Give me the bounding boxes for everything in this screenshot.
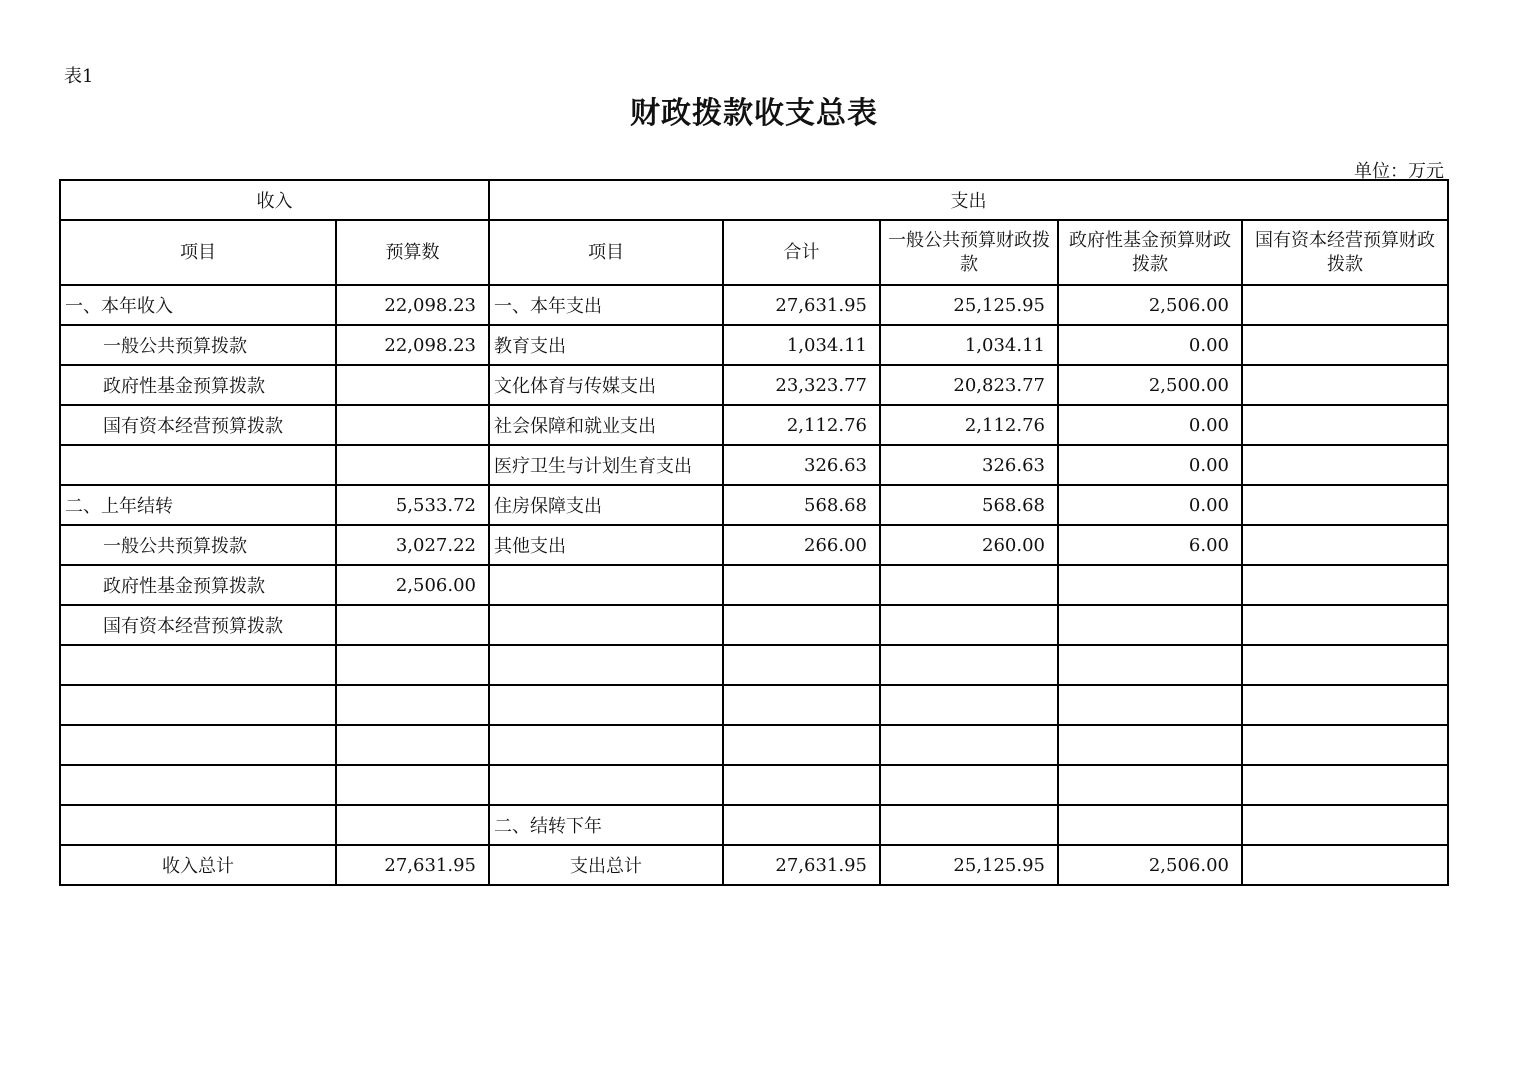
cell-state-capital	[1242, 445, 1448, 485]
income-header: 收入	[60, 180, 489, 220]
cell-income-item: 国有资本经营预算拨款	[60, 405, 336, 445]
cell-expense-item: 支出总计	[489, 845, 723, 885]
cell-expense-item	[489, 685, 723, 725]
cell-income-item: 政府性基金预算拨款	[60, 565, 336, 605]
cell-state-capital	[1242, 405, 1448, 445]
cell-general-budget	[880, 565, 1058, 605]
cell-general-budget	[880, 725, 1058, 765]
col-income-item: 项目	[60, 220, 336, 285]
cell-expense-total	[723, 565, 880, 605]
cell-expense-total: 266.00	[723, 525, 880, 565]
cell-general-budget: 20,823.77	[880, 365, 1058, 405]
cell-income-item: 二、上年结转	[60, 485, 336, 525]
cell-expense-total: 27,631.95	[723, 845, 880, 885]
cell-general-budget	[880, 805, 1058, 845]
table-number: 表1	[64, 66, 94, 87]
cell-expense-item: 医疗卫生与计划生育支出	[489, 445, 723, 485]
cell-expense-item: 一、本年支出	[489, 285, 723, 325]
cell-expense-total: 23,323.77	[723, 365, 880, 405]
cell-income-budget	[336, 645, 489, 685]
cell-income-budget: 27,631.95	[336, 845, 489, 885]
col-gov-fund: 政府性基金预算财政拨款	[1058, 220, 1242, 285]
table-row	[60, 685, 1448, 725]
cell-expense-item	[489, 725, 723, 765]
cell-gov-fund	[1058, 565, 1242, 605]
cell-general-budget: 25,125.95	[880, 285, 1058, 325]
cell-state-capital	[1242, 325, 1448, 365]
cell-state-capital	[1242, 365, 1448, 405]
cell-income-item: 一般公共预算拨款	[60, 525, 336, 565]
cell-general-budget: 25,125.95	[880, 845, 1058, 885]
cell-expense-item	[489, 765, 723, 805]
budget-table	[59, 179, 1449, 886]
unit-label: 单位：万元	[1354, 161, 1444, 182]
cell-state-capital	[1242, 485, 1448, 525]
cell-state-capital	[1242, 685, 1448, 725]
table-row	[60, 525, 1448, 565]
cell-expense-total: 326.63	[723, 445, 880, 485]
col-state-capital: 国有资本经营预算财政拨款	[1242, 220, 1448, 285]
cell-income-item: 一般公共预算拨款	[60, 325, 336, 365]
cell-income-budget	[336, 725, 489, 765]
cell-general-budget	[880, 645, 1058, 685]
cell-gov-fund: 0.00	[1058, 445, 1242, 485]
cell-state-capital	[1242, 845, 1448, 885]
cell-state-capital	[1242, 285, 1448, 325]
cell-state-capital	[1242, 765, 1448, 805]
cell-general-budget: 2,112.76	[880, 405, 1058, 445]
col-expense-total: 合计	[723, 220, 880, 285]
table-row	[60, 605, 1448, 645]
cell-expense-total	[723, 645, 880, 685]
cell-expense-item: 社会保障和就业支出	[489, 405, 723, 445]
col-expense-item: 项目	[489, 220, 723, 285]
table-row	[60, 405, 1448, 445]
cell-income-budget	[336, 445, 489, 485]
cell-state-capital	[1242, 565, 1448, 605]
cell-expense-total	[723, 805, 880, 845]
cell-income-item: 收入总计	[60, 845, 336, 885]
table-row	[60, 765, 1448, 805]
cell-income-budget: 5,533.72	[336, 485, 489, 525]
cell-expense-total: 1,034.11	[723, 325, 880, 365]
cell-income-budget: 22,098.23	[336, 285, 489, 325]
table-row	[60, 725, 1448, 765]
cell-gov-fund	[1058, 685, 1242, 725]
cell-gov-fund: 2,500.00	[1058, 365, 1242, 405]
cell-expense-total	[723, 765, 880, 805]
cell-gov-fund: 0.00	[1058, 325, 1242, 365]
cell-gov-fund: 0.00	[1058, 485, 1242, 525]
cell-state-capital	[1242, 805, 1448, 845]
cell-income-budget	[336, 365, 489, 405]
table-row	[60, 565, 1448, 605]
expense-header: 支出	[489, 180, 1448, 220]
cell-income-item	[60, 725, 336, 765]
cell-expense-item: 其他支出	[489, 525, 723, 565]
table-row	[60, 485, 1448, 525]
cell-income-item	[60, 765, 336, 805]
cell-general-budget: 260.00	[880, 525, 1058, 565]
cell-general-budget	[880, 685, 1058, 725]
cell-expense-total: 27,631.95	[723, 285, 880, 325]
cell-income-item: 国有资本经营预算拨款	[60, 605, 336, 645]
cell-income-budget: 3,027.22	[336, 525, 489, 565]
cell-expense-total: 568.68	[723, 485, 880, 525]
table-row	[60, 645, 1448, 685]
table-row	[60, 805, 1448, 845]
cell-expense-total: 2,112.76	[723, 405, 880, 445]
cell-state-capital	[1242, 525, 1448, 565]
cell-gov-fund	[1058, 645, 1242, 685]
cell-general-budget: 1,034.11	[880, 325, 1058, 365]
cell-expense-item: 二、结转下年	[489, 805, 723, 845]
cell-expense-total	[723, 605, 880, 645]
cell-expense-total	[723, 685, 880, 725]
cell-state-capital	[1242, 725, 1448, 765]
cell-expense-item: 文化体育与传媒支出	[489, 365, 723, 405]
table-row	[60, 365, 1448, 405]
cell-income-budget	[336, 405, 489, 445]
cell-gov-fund: 6.00	[1058, 525, 1242, 565]
cell-gov-fund	[1058, 725, 1242, 765]
cell-income-item	[60, 645, 336, 685]
cell-general-budget: 568.68	[880, 485, 1058, 525]
cell-general-budget: 326.63	[880, 445, 1058, 485]
cell-income-item	[60, 805, 336, 845]
cell-gov-fund	[1058, 605, 1242, 645]
cell-expense-item	[489, 605, 723, 645]
cell-income-budget: 22,098.23	[336, 325, 489, 365]
cell-expense-total	[723, 725, 880, 765]
cell-gov-fund	[1058, 765, 1242, 805]
table-row	[60, 445, 1448, 485]
cell-income-item: 政府性基金预算拨款	[60, 365, 336, 405]
cell-expense-item: 教育支出	[489, 325, 723, 365]
cell-income-item: 一、本年收入	[60, 285, 336, 325]
cell-state-capital	[1242, 605, 1448, 645]
cell-general-budget	[880, 765, 1058, 805]
page-title: 财政拨款收支总表	[630, 96, 878, 131]
cell-gov-fund	[1058, 805, 1242, 845]
cell-income-budget	[336, 605, 489, 645]
cell-gov-fund: 2,506.00	[1058, 845, 1242, 885]
cell-income-budget	[336, 805, 489, 845]
header-row-columns	[60, 220, 1448, 285]
cell-income-item	[60, 685, 336, 725]
cell-expense-item	[489, 645, 723, 685]
cell-expense-item	[489, 565, 723, 605]
cell-income-budget	[336, 765, 489, 805]
cell-income-budget: 2,506.00	[336, 565, 489, 605]
cell-expense-item: 住房保障支出	[489, 485, 723, 525]
total-row	[60, 845, 1448, 885]
cell-income-budget	[336, 685, 489, 725]
cell-income-item	[60, 445, 336, 485]
cell-gov-fund: 2,506.00	[1058, 285, 1242, 325]
col-general-budget: 一般公共预算财政拨款	[880, 220, 1058, 285]
col-income-budget: 预算数	[336, 220, 489, 285]
table-row	[60, 285, 1448, 325]
header-row-groups	[60, 180, 1448, 220]
cell-gov-fund: 0.00	[1058, 405, 1242, 445]
cell-general-budget	[880, 605, 1058, 645]
cell-state-capital	[1242, 645, 1448, 685]
table-row	[60, 325, 1448, 365]
